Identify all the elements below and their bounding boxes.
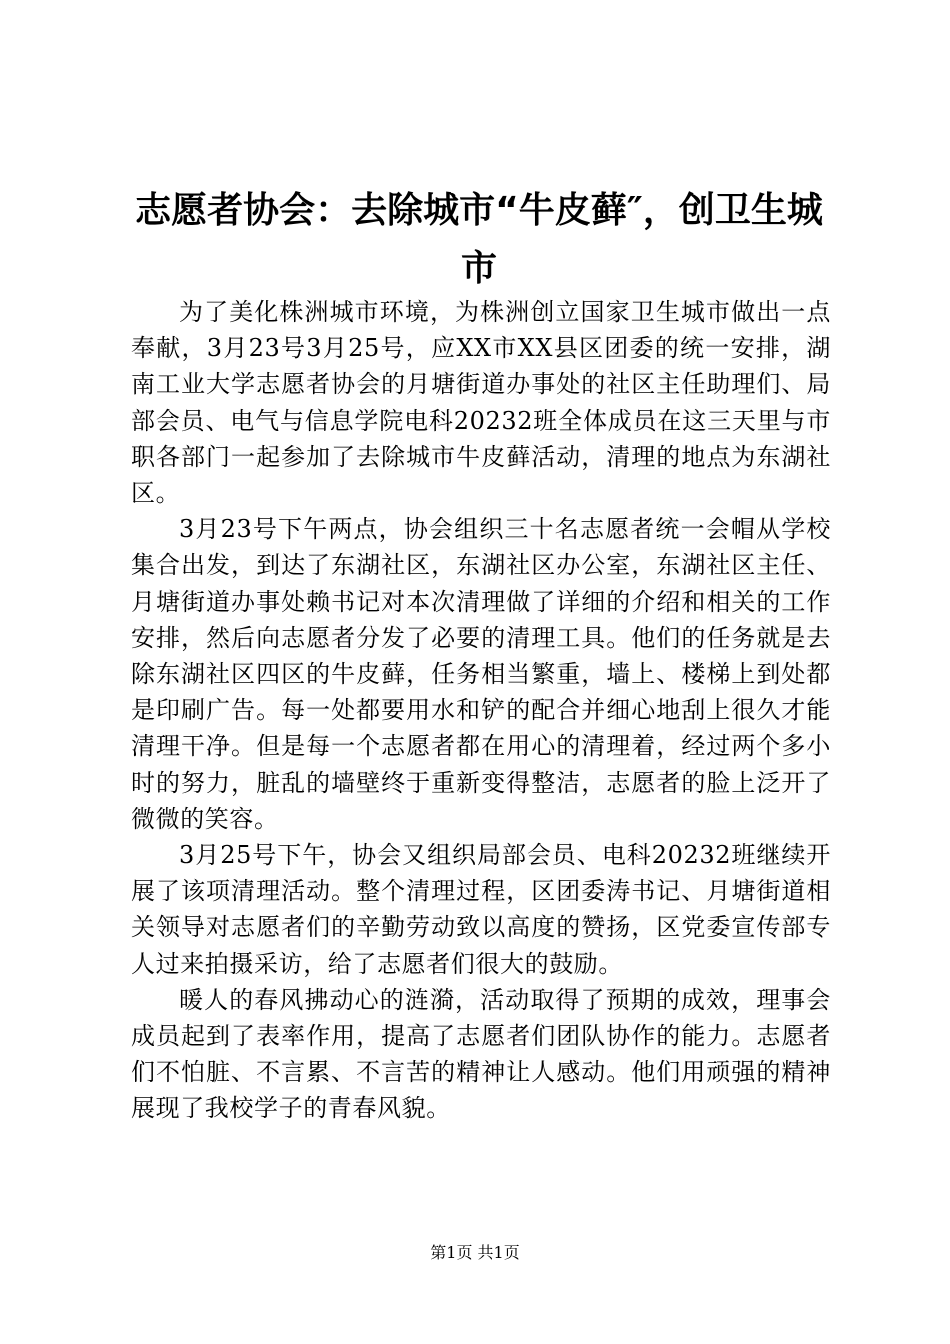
paragraph-4: 暖人的春风拂动心的涟漪，活动取得了预期的成效，理事会成员起到了表率作用，提高了志愿者们团队协作的能力。志愿者们不怕脏、不言累、不言苦的精神让人感动。他们用顽强的精神展现了我校学子的青春风貌。 bbox=[131, 985, 831, 1123]
paragraph-2: 3月23号下午两点，协会组织三十名志愿者统一会帽从学校集合出发，到达了东湖社区，东湖社区办公室，东湖社区主任、月塘街道办事处赖书记对本次清理做了详细的介绍和相关的工作安排，然后向志愿者分发了必要的清理工具。他们的任务就是去除东湖社区四区的牛皮藓，任务相当繁重，墙上、楼梯上到处都是印刷广告。每一处都要用水和铲的配合并细心地刮上很久才能清理干净。但是每一个志愿者都在用心的清理着，经过两个多小时的努力，脏乱的墙壁终于重新变得整洁，志愿者的脸上泛开了微微的笑容。 bbox=[131, 515, 831, 833]
paragraph-1: 为了美化株洲城市环境，为株洲创立国家卫生城市做出一点奉献，3月23号3月25号，应XX市XX县区团委的统一安排，湖南工业大学志愿者协会的月塘街道办事处的社区主任助理们、局部会员、电气与信息学院电科20232班全体成员在这三天里与市职各部门一起参加了去除城市牛皮藓活动，清理的地点为东湖社区。 bbox=[131, 298, 831, 508]
document-body bbox=[131, 294, 831, 1127]
document-title: 志愿者协会：去除城市“牛皮藓″，创卫生城市 bbox=[135, 190, 823, 289]
page-footer: 第1页 共1页 bbox=[430, 1243, 520, 1262]
paragraph-3: 3月25号下午，协会又组织局部会员、电科20232班继续开展了该项清理活动。整个清理过程，区团委涛书记、月塘街道相关领导对志愿者们的辛勤劳动致以高度的赞扬，区党委宣传部专人过来拍摄采访，给了志愿者们很大的鼓励。 bbox=[131, 841, 831, 978]
